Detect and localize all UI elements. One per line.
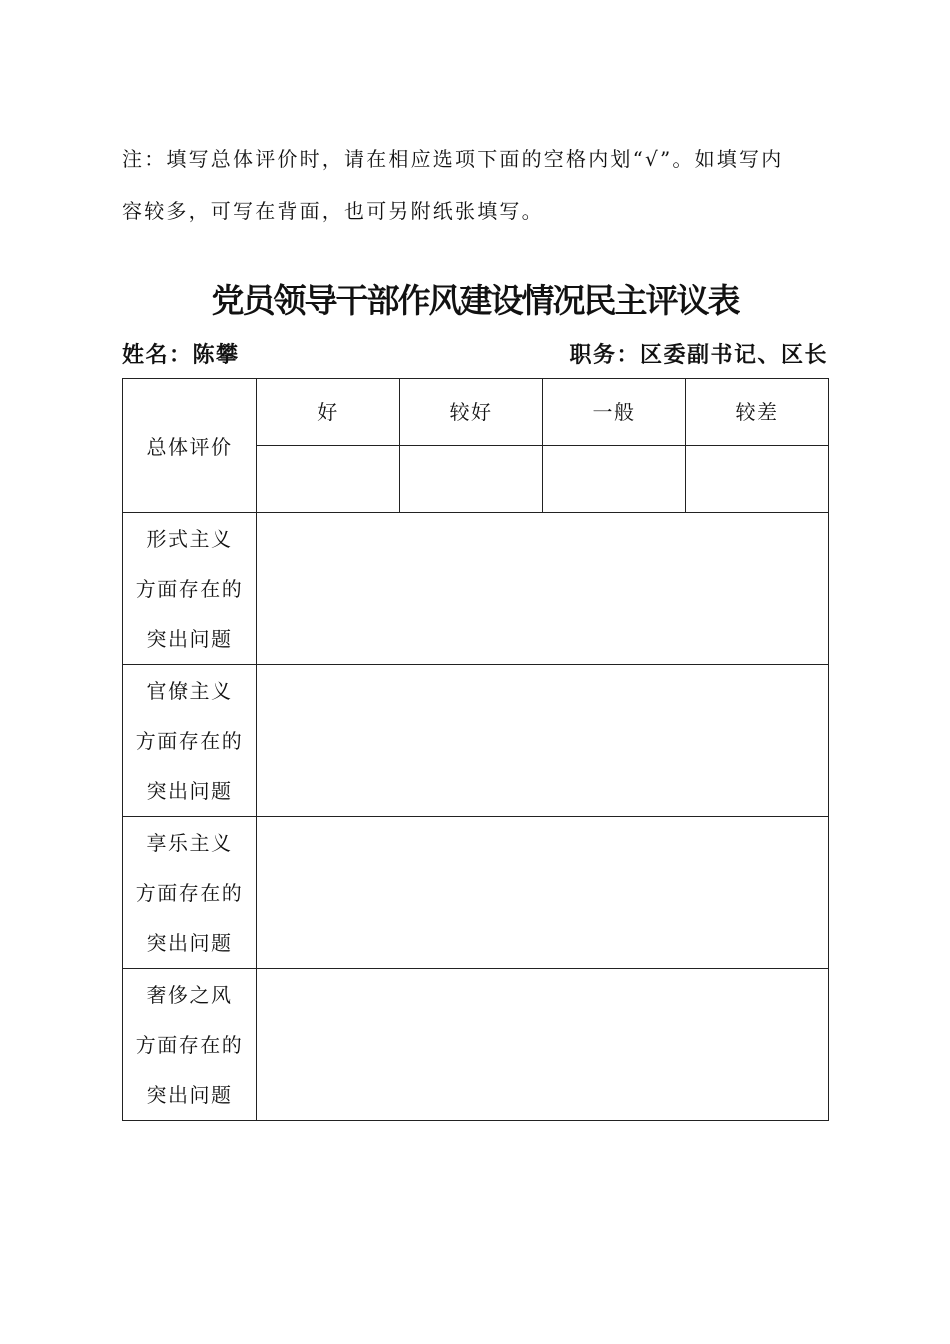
instruction-note: [122, 133, 832, 237]
hedonism-issues-field[interactable]: [257, 817, 829, 969]
person-info-row: [122, 338, 828, 372]
name-field: [122, 338, 240, 369]
option-header-poor: 较差: [686, 379, 829, 446]
evaluation-table: [122, 378, 829, 1121]
table-row: [123, 379, 829, 446]
checkbox-cell-good[interactable]: [257, 446, 400, 513]
name-label: 姓名：: [122, 342, 193, 368]
table-row: [123, 817, 829, 969]
checkbox-cell-poor[interactable]: [686, 446, 829, 513]
position-label: 职务：: [569, 342, 640, 368]
extravagance-issues-field[interactable]: [257, 969, 829, 1121]
formalism-issues-label: 形式主义 方面存在的 突出问题: [123, 513, 257, 665]
form-title: 党员领导干部作风建设情况民主评议表: [211, 281, 739, 320]
note-line-1: 注：填写总体评价时，请在相应选项下面的空格内划“√”。如填写内: [122, 147, 784, 171]
checkbox-cell-average[interactable]: [543, 446, 686, 513]
position-value: 区委副书记、区长: [639, 342, 828, 368]
table-row: [123, 513, 829, 665]
bureaucratism-issues-label: 官僚主义 方面存在的 突出问题: [123, 665, 257, 817]
option-header-good: 好: [257, 379, 400, 446]
option-header-fairly-good: 较好: [400, 379, 543, 446]
bureaucratism-issues-field[interactable]: [257, 665, 829, 817]
hedonism-issues-label: 享乐主义 方面存在的 突出问题: [123, 817, 257, 969]
overall-evaluation-label: 总体评价: [123, 379, 257, 513]
table-row: [123, 969, 829, 1121]
extravagance-issues-label: 奢侈之风 方面存在的 突出问题: [123, 969, 257, 1121]
option-header-average: 一般: [543, 379, 686, 446]
name-value: 陈攀: [192, 342, 240, 368]
table-row: [123, 665, 829, 817]
formalism-issues-field[interactable]: [257, 513, 829, 665]
note-line-2: 容较多，可写在背面，也可另附纸张填写。: [122, 199, 544, 223]
checkbox-cell-fairly-good[interactable]: [400, 446, 543, 513]
position-field: [569, 338, 828, 369]
